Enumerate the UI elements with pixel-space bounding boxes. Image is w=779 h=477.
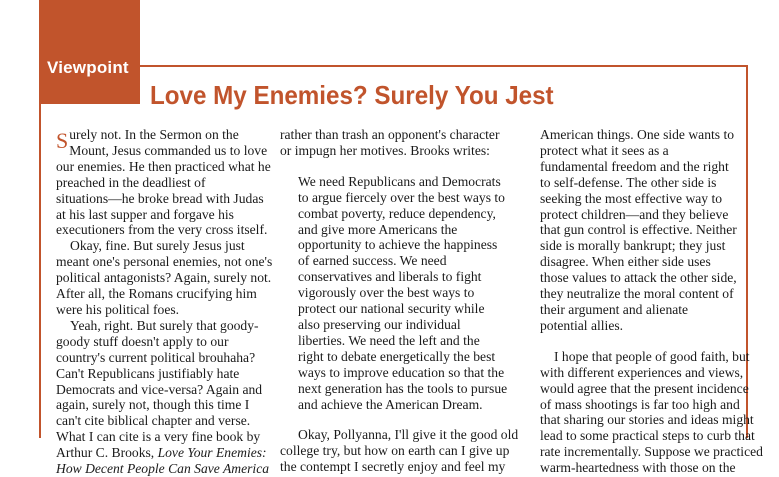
quote-line: We need Republicans and Democrats bbox=[298, 173, 501, 189]
text-line bbox=[56, 461, 270, 477]
article-column-2 bbox=[280, 127, 519, 475]
article-headline: Love My Enemies? Surely You Jest bbox=[150, 80, 554, 110]
quote-line: conservatives and liberals to fight bbox=[298, 269, 482, 285]
quote-line: combat poverty, reduce dependency, bbox=[298, 205, 496, 221]
text-line: protect what it sees as a bbox=[540, 142, 669, 158]
text-line: college try, but how on earth can I give up bbox=[280, 443, 510, 459]
text-line: to self-defense. The other side is bbox=[540, 174, 717, 190]
text-line: that sharing our stories and ideas might bbox=[540, 412, 754, 428]
text-line: I hope that people of good faith, but bbox=[554, 348, 750, 364]
frame-top-rule bbox=[140, 65, 748, 67]
text-line: fundamental freedom and the right bbox=[540, 158, 729, 174]
drop-cap: S bbox=[56, 128, 69, 153]
text-line: urely not. In the Sermon on the bbox=[69, 127, 239, 142]
text-line: preached in the deadliest of bbox=[56, 174, 206, 190]
text-line: political antagonists? Again, surely not. bbox=[56, 270, 272, 286]
quote-line: of earned success. We need bbox=[298, 253, 447, 269]
quote-line: vigorously over the best ways to bbox=[298, 285, 475, 301]
text-line: country's current political brouhaha? bbox=[56, 349, 256, 365]
paragraph-gap bbox=[280, 412, 500, 427]
text-line: they neutralize the moral content of bbox=[540, 286, 734, 302]
quote-line: opportunity to achieve the happiness bbox=[298, 237, 498, 253]
text-line bbox=[56, 445, 267, 461]
text-line: would agree that the present incidence bbox=[540, 380, 749, 396]
text-line: meant one's personal enemies, not one's bbox=[56, 254, 273, 270]
quote-line: and give more Americans the bbox=[298, 221, 458, 237]
quote-line: next generation has the tools to pursue bbox=[298, 380, 508, 396]
text-line: situations—he broke bread with Judas bbox=[56, 190, 264, 206]
paragraph-gap bbox=[280, 159, 500, 174]
text-line: our enemies. He then practiced what he bbox=[56, 158, 271, 174]
book-title: Love Your Enemies: bbox=[157, 445, 267, 461]
text-line: lead to some practical steps to curb that bbox=[540, 428, 755, 444]
text-line: their argument and alienate bbox=[540, 301, 689, 317]
quote-line: and achieve the American Dream. bbox=[298, 396, 483, 412]
text-line: Mount, Jesus commanded us to love bbox=[69, 142, 268, 158]
text-line: at his last supper and forgave his bbox=[56, 206, 234, 222]
quote-line: liberties. We need the left and the bbox=[298, 332, 480, 348]
text-line: rather than trash an opponent's character bbox=[280, 127, 500, 142]
text-line: Democrats and vice-versa? Again and bbox=[56, 381, 263, 397]
text-line: side is morally bankrupt; they just bbox=[540, 238, 726, 254]
text-line: of mass shootings is far too high and bbox=[540, 396, 740, 412]
text-line: Okay, Pollyanna, I'll give it the good old bbox=[298, 427, 519, 443]
text-line: disagree. When either side uses bbox=[540, 254, 711, 270]
text-line: warm-heartedness with those on the bbox=[540, 460, 736, 476]
text-line: protect children—and they believe bbox=[540, 206, 729, 222]
text-line: can't cite biblical chapter and verse. bbox=[56, 413, 251, 429]
text-line: with different experiences and views, bbox=[540, 364, 744, 380]
section-tab bbox=[39, 0, 140, 104]
text-line: American things. One side wants to bbox=[540, 127, 735, 142]
text-line: rate incrementally. Suppose we practiced bbox=[540, 444, 763, 460]
text-line: Yeah, right. But surely that goody- bbox=[70, 317, 259, 333]
article-column-3 bbox=[540, 127, 763, 476]
quote-line: protect our national security while bbox=[298, 301, 485, 317]
quote-line: ways to improve education so that the bbox=[298, 364, 505, 380]
frame-left-rule bbox=[39, 104, 41, 438]
author-text: Arthur C. Brooks, bbox=[56, 445, 158, 461]
text-line: that gun control is effective. Neither bbox=[540, 222, 737, 238]
quote-line: to argue fiercely over the best ways to bbox=[298, 189, 505, 205]
text-line: again, surely not, though this time I bbox=[56, 397, 250, 413]
text-line: were his political foes. bbox=[56, 301, 180, 317]
text-line: Can't Republicans justifiably hate bbox=[56, 365, 240, 381]
text-line: seeking the most effective way to bbox=[540, 190, 723, 206]
text-line: What I can cite is a very fine book by bbox=[56, 429, 261, 445]
text-line: Okay, fine. But surely Jesus just bbox=[70, 238, 245, 254]
text-line: After all, the Romans crucifying him bbox=[56, 286, 257, 302]
article-column-1 bbox=[56, 127, 273, 477]
text-line: or impugn her motives. Brooks writes: bbox=[280, 142, 490, 158]
quote-line: also preserving our individual bbox=[298, 316, 461, 332]
paragraph-gap bbox=[540, 334, 740, 349]
book-subtitle: How Decent People Can Save America bbox=[56, 461, 270, 477]
section-label: Viewpoint bbox=[47, 58, 129, 77]
text-line: executioners from the very cross itself. bbox=[56, 222, 268, 238]
text-line: potential allies. bbox=[540, 317, 624, 333]
quote-line: right to debate energetically the best bbox=[298, 348, 496, 364]
text-line: goody stuff doesn't apply to our bbox=[56, 333, 229, 349]
text-line: the contempt I secretly enjoy and feel my bbox=[280, 459, 506, 475]
text-line: those values to attack the other side, bbox=[540, 270, 737, 286]
